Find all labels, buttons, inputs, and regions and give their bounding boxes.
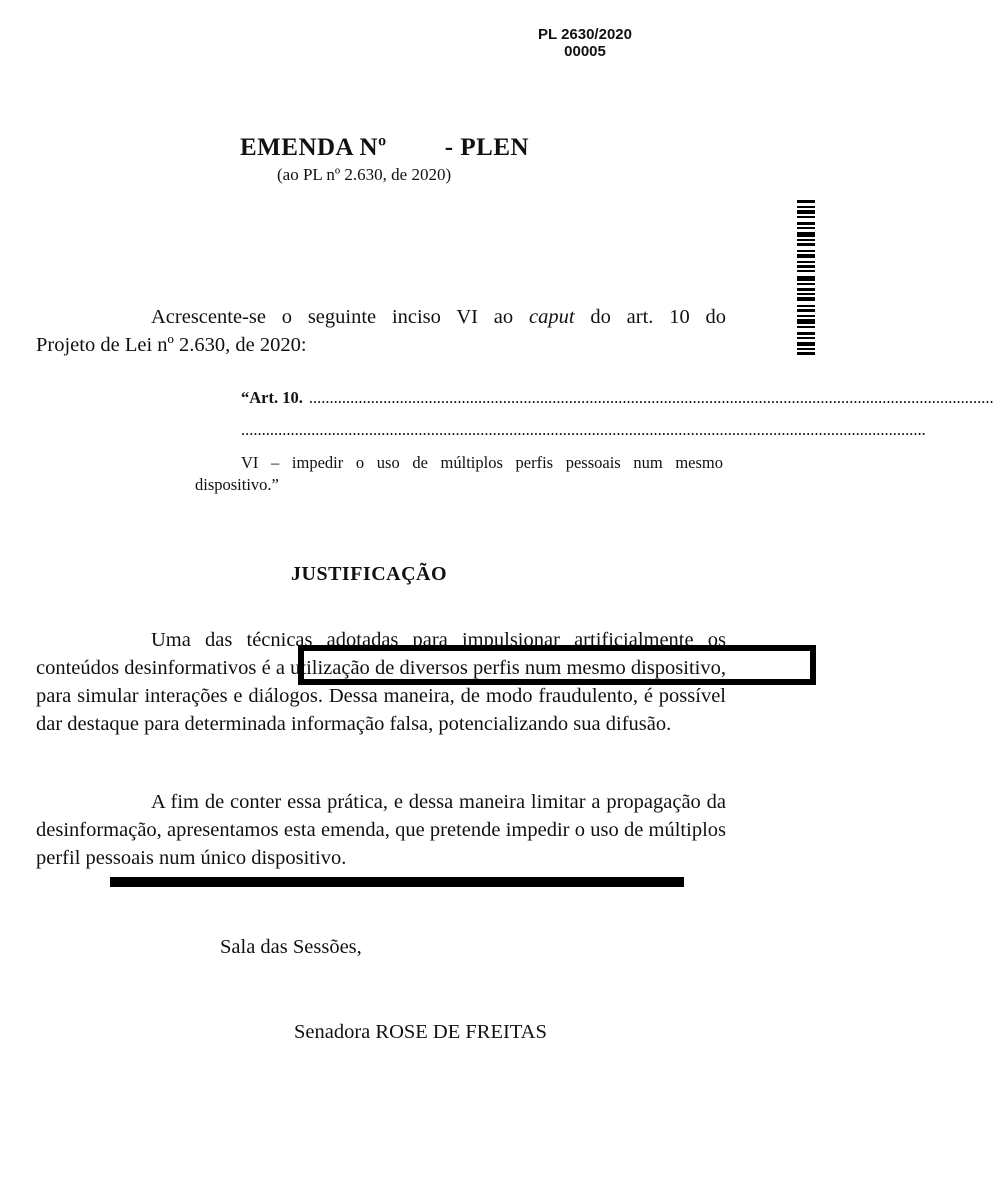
justification-paragraph-2: A fim de conter essa prática, e dessa maneira limitar a propagação da desinformação, apresentamos esta emenda, que pretende impedir o uso de múltiplos perfil pessoais num único dispositivo. [36,791,726,869]
session-place: Sala das Sessões, [220,936,362,958]
document-header-code [505,26,665,60]
article-dots: ...................................................................................................................................................................... [308,388,994,407]
inciso-text: VI – impedir o uso de múltiplos perfis pessoais num mesmo dispositivo.” [195,453,723,494]
page-code: 00005 [564,43,606,60]
article-line [241,387,994,409]
amendment-title-left: EMENDA Nº [240,134,387,161]
intro-line1-end: do art. 10 do [590,306,727,328]
senator-signature: Senadora ROSE DE FREITAS [294,1021,547,1043]
amendment-title-right: - PLEN [444,134,530,161]
justification-paragraph-1: Uma das técnicas adotadas para impulsionar artificialmente os conteúdos desinformativos é a utilização de diversos perfis num mesmo dispositivo, para simular interações e diálogos. Dessa maneira, de modo fraudulento, é possível dar destaque para determinada informação falsa, potencializando sua difusão. [36,629,726,735]
barcode-image [797,200,815,355]
article-label: “Art. 10. [241,388,303,407]
amendment-title [240,134,529,162]
intro-paragraph [36,303,726,359]
underline-bar-annotation [110,877,684,887]
justification-heading: JUSTIFICAÇÃO [291,563,448,585]
highlight-box-annotation [298,645,816,685]
bill-code: PL 2630/2020 [538,26,632,43]
intro-caput: caput [528,306,575,328]
intro-line1: Acrescente-se o seguinte inciso VI ao [151,306,514,328]
amendment-subtitle: (ao PL nº 2.630, de 2020) [277,165,452,184]
article-continuation-dots: ...................................................................................................................................................................... [241,420,926,439]
intro-line2: Projeto de Lei nº 2.630, de 2020: [36,334,307,356]
